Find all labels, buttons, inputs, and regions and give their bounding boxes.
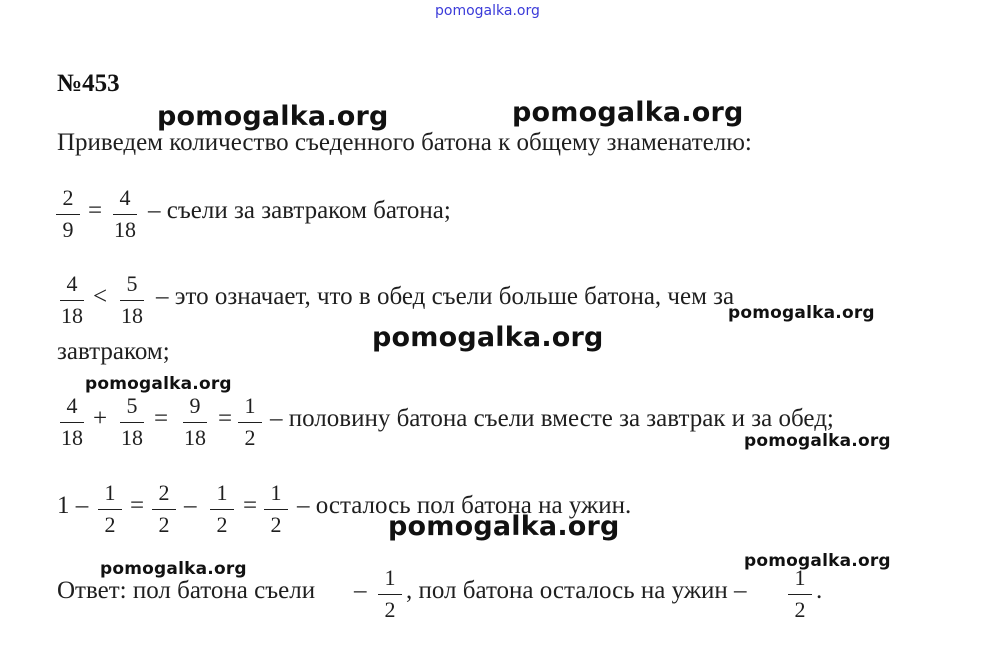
watermark: pomogalka.org — [100, 559, 247, 579]
fraction-bar — [264, 509, 288, 510]
watermark: pomogalka.org — [728, 303, 875, 323]
numerator: 2 — [62, 185, 74, 210]
numerator: 1 — [104, 480, 116, 505]
denominator: 2 — [794, 597, 806, 622]
fraction-bar — [183, 422, 207, 423]
fraction — [150, 481, 178, 539]
numerator: 4 — [66, 271, 78, 296]
numerator: 1 — [384, 565, 396, 590]
equals-sign: = — [154, 405, 169, 432]
denominator: 18 — [121, 425, 143, 450]
fraction — [58, 272, 86, 330]
numerator: 1 — [216, 480, 228, 505]
numerator: 1 — [794, 565, 806, 590]
equals-sign: = — [243, 492, 258, 519]
line3-text: – половину батона съели вместе за завтрак и за обед; — [270, 405, 834, 432]
line2-continuation: завтраком; — [57, 338, 170, 365]
fraction — [786, 566, 814, 624]
numerator: 5 — [126, 271, 138, 296]
watermark: pomogalka.org — [372, 322, 604, 353]
fraction-bar — [788, 594, 812, 595]
denominator: 2 — [216, 512, 228, 537]
less-than-sign: < — [93, 283, 108, 310]
intro-text: Приведем количество съеденного батона к общему знаменателю: — [57, 129, 752, 156]
fraction — [376, 566, 404, 624]
equals-sign: = — [88, 197, 103, 224]
numerator: 2 — [158, 480, 170, 505]
denominator: 18 — [61, 425, 83, 450]
watermark: pomogalka.org — [157, 101, 389, 132]
denominator: 9 — [62, 217, 74, 242]
denominator: 18 — [114, 217, 136, 242]
numerator: 1 — [244, 393, 256, 418]
answer-end: . — [816, 577, 823, 604]
denominator: 2 — [104, 512, 116, 537]
equals-sign: = — [218, 405, 233, 432]
answer-dash: – — [354, 577, 367, 604]
plus-sign: + — [93, 405, 108, 432]
denominator: 2 — [158, 512, 170, 537]
watermark: pomogalka.org — [388, 511, 620, 542]
denominator: 18 — [184, 425, 206, 450]
numerator: 9 — [189, 393, 201, 418]
numerator: 4 — [119, 185, 131, 210]
denominator: 2 — [270, 512, 282, 537]
numerator: 1 — [270, 480, 282, 505]
fraction-bar — [60, 422, 84, 423]
fraction-bar — [378, 594, 402, 595]
fraction — [208, 481, 236, 539]
fraction-bar — [56, 214, 80, 215]
problem-number: №453 — [57, 70, 120, 97]
one-minus: 1 – — [57, 492, 89, 519]
fraction — [118, 394, 146, 452]
fraction-bar — [120, 300, 144, 301]
equals-sign: = — [130, 492, 145, 519]
numerator: 4 — [66, 393, 78, 418]
denominator: 18 — [61, 303, 83, 328]
denominator: 2 — [244, 425, 256, 450]
watermark: pomogalka.org — [744, 551, 891, 571]
line1-text: – съели за завтраком батона; — [148, 197, 451, 224]
denominator: 18 — [121, 303, 143, 328]
answer-prefix: Ответ: пол батона съели — [57, 577, 316, 604]
fraction — [236, 394, 264, 452]
fraction — [262, 481, 290, 539]
line2-text: – это означает, что в обед съели больше батона, чем за — [156, 283, 735, 310]
fraction-bar — [120, 422, 144, 423]
watermark: pomogalka.org — [512, 97, 744, 128]
fraction — [58, 394, 86, 452]
fraction-bar — [210, 509, 234, 510]
numerator: 5 — [126, 393, 138, 418]
fraction-bar — [60, 300, 84, 301]
fraction-bar — [98, 509, 122, 510]
fraction — [118, 272, 146, 330]
fraction-bar — [152, 509, 176, 510]
denominator: 2 — [384, 597, 396, 622]
fraction-bar — [113, 214, 137, 215]
top-watermark: pomogalka.org — [435, 3, 540, 19]
answer-middle: , пол батона осталось на ужин – — [406, 577, 747, 604]
watermark: pomogalka.org — [85, 374, 232, 394]
fraction — [96, 481, 124, 539]
fraction — [111, 186, 139, 244]
line4-text: – осталось пол батона на ужин. — [297, 492, 632, 519]
minus-sign: – — [184, 492, 197, 519]
watermark: pomogalka.org — [744, 431, 891, 451]
fraction — [181, 394, 209, 452]
fraction-bar — [238, 422, 262, 423]
fraction — [54, 186, 82, 244]
